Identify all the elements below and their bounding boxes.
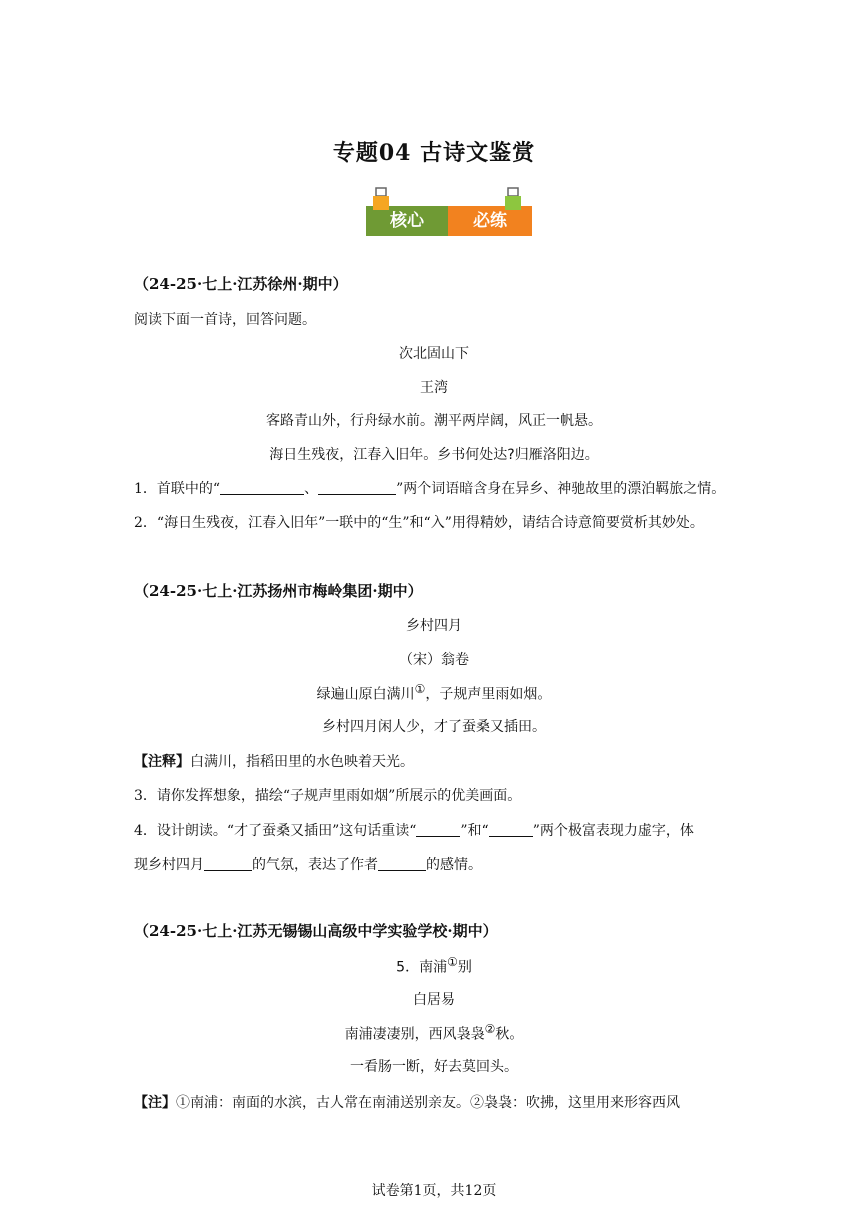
question-text: ”和“	[460, 823, 489, 839]
question-3: 3．请你发挥想象，描绘“子规声里雨如烟”所展示的优美画面。	[134, 788, 522, 804]
poem-text: ，子规声里雨如烟。	[425, 686, 552, 703]
poem-title: 次北固山下	[399, 346, 469, 362]
instruction: 阅读下面一首诗，回答问题。	[134, 312, 316, 328]
question-text: ”两个极富表现力虚字，体	[532, 823, 694, 839]
section-heading: （24-25·七上·江苏徐州·期中）	[134, 275, 348, 293]
poem-text: 绿遍山原白满川	[316, 686, 415, 703]
question-text: 、	[304, 481, 319, 497]
question-text: 1．首联中的“	[134, 481, 221, 497]
page-footer: 试卷第1页，共12页	[371, 1183, 497, 1199]
answer-blank[interactable]	[204, 856, 252, 871]
answer-blank[interactable]	[220, 480, 304, 495]
poem-line	[0, 682, 868, 704]
question-1	[134, 478, 725, 498]
badge-left-label: 核心	[390, 211, 424, 231]
annotation-text: ①南浦：南面的水滨，古人常在南浦送别亲友。②袅袅：吹拂，这里用来形容西风	[176, 1095, 680, 1111]
poem-author: 白居易	[413, 992, 455, 1008]
section-heading: （24-25·七上·江苏无锡锡山高级中学实验学校·期中）	[134, 922, 498, 940]
annotation	[134, 751, 414, 771]
question-text: 4．设计朗读。“才了蚕桑又插田”这句话重读“	[134, 823, 417, 839]
question-text: ”两个词语暗含身在异乡、神驰故里的漂泊羁旅之情。	[396, 481, 726, 497]
answer-blank[interactable]	[416, 822, 460, 837]
section-badge	[366, 186, 534, 250]
footnote-mark: ①	[414, 682, 426, 696]
poem-author: 王湾	[420, 380, 448, 396]
annotation-text: 白满川，指稻田里的水色映着天光。	[190, 754, 414, 770]
footnote-mark: ②	[484, 1022, 496, 1036]
poem-line: 一看肠一断，好去莫回头。	[350, 1059, 518, 1075]
question-2: 2．“海日生残夜，江春入旧年”一联中的“生”和“入”用得精妙，请结合诗意简要赏析其妙处。	[134, 515, 704, 531]
question-text: 的感情。	[426, 857, 482, 873]
annotation-label: 【注释】	[134, 754, 190, 770]
page-title: 专题04 古诗文鉴赏	[332, 140, 536, 166]
binder-clip-icon	[372, 186, 390, 212]
poem-title: 乡村四月	[406, 618, 462, 634]
poem-line	[0, 1022, 868, 1044]
answer-blank[interactable]	[318, 480, 396, 495]
question-4-cont	[134, 854, 482, 874]
answer-blank[interactable]	[378, 856, 426, 871]
poem-text: 秋。	[495, 1026, 524, 1043]
poem-line: 海日生残夜，江春入旧年。乡书何处达?归雁洛阳边。	[269, 447, 599, 463]
question-text: 的气氛，表达了作者	[252, 857, 378, 873]
poem-text: 南浦凄凄别，西风袅袅	[344, 1026, 485, 1043]
section-heading: （24-25·七上·江苏扬州市梅岭集团·期中）	[134, 582, 423, 600]
poem-line: 乡村四月闲人少，才了蚕桑又插田。	[322, 719, 546, 735]
question-4	[134, 820, 694, 840]
poem-text: 别	[457, 959, 472, 976]
binder-clip-icon	[504, 186, 522, 212]
badge-right-label: 必练	[473, 211, 507, 231]
annotation-label: 【注】	[134, 1095, 176, 1111]
footnote-mark: ①	[447, 955, 458, 969]
answer-blank[interactable]	[489, 822, 533, 837]
annotation	[134, 1092, 680, 1112]
poem-text: 5．南浦	[396, 959, 448, 976]
question-text: 现乡村四月	[134, 857, 204, 873]
poem-title	[0, 955, 868, 977]
poem-author: （宋）翁卷	[399, 652, 469, 668]
poem-line: 客路青山外，行舟绿水前。潮平两岸阔，风正一帆悬。	[266, 413, 602, 429]
